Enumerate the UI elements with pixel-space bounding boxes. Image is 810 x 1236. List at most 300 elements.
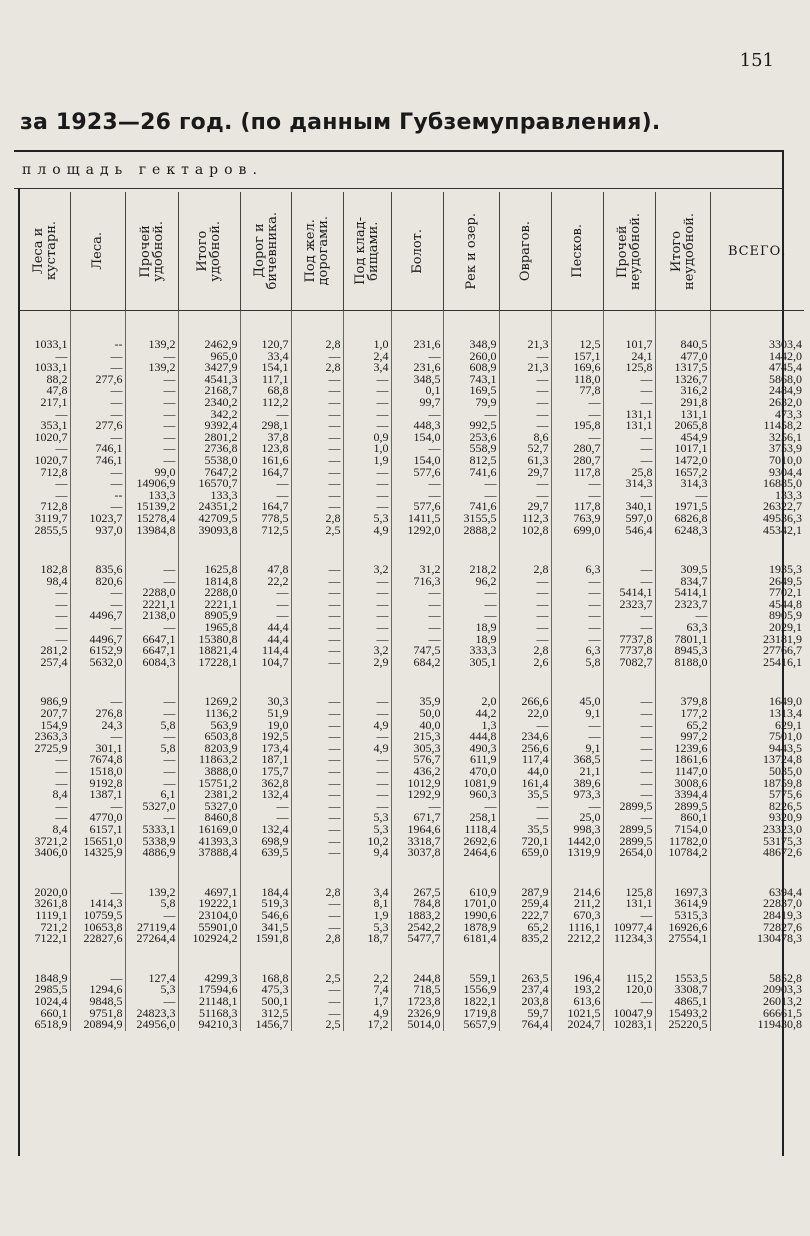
table-cell: 5315,3 (655, 910, 710, 922)
table-cell: 2168,7 (178, 385, 240, 397)
table-cell: 15278,4 (125, 513, 178, 525)
table-cell: — (291, 778, 343, 790)
table-cell: 559,1 (443, 973, 499, 985)
table-cell: 6,3 (551, 564, 603, 576)
table-cell: 1292,0 (391, 525, 443, 537)
table-cell: — (551, 599, 603, 611)
table-cell: 1136,2 (178, 708, 240, 720)
table-cell: — (343, 634, 391, 646)
table-cell: — (291, 984, 343, 996)
table-cell: 9,4 (343, 847, 391, 859)
table-cell: 5632,0 (70, 657, 125, 669)
table-cell: 314,3 (603, 478, 655, 490)
table-cell: — (70, 696, 125, 708)
spacer-cell (655, 668, 710, 696)
table-cell: — (443, 490, 499, 502)
group-spacer (20, 859, 804, 887)
table-cell: — (499, 351, 551, 363)
table-cell: 44,2 (443, 708, 499, 720)
table-cell: 2725,9 (34, 740, 68, 755)
column-header (443, 192, 499, 311)
table-cell: — (603, 576, 655, 588)
table-cell: — (125, 351, 178, 363)
table-cell: — (603, 743, 655, 755)
column-header (178, 192, 240, 311)
table-cell: 112,3 (499, 513, 551, 525)
table-cell: — (125, 397, 178, 409)
table-cell: — (55, 620, 68, 635)
table-cell: — (343, 778, 391, 790)
table-cell: 699,0 (551, 525, 603, 537)
table-cell: — (391, 622, 443, 634)
table-cell: — (499, 812, 551, 824)
column-header-label: Леса и кустарн. (30, 221, 59, 281)
table-cell: 764,4 (499, 1019, 551, 1031)
table-cell: — (499, 478, 551, 490)
table-cell: 11782,0 (655, 836, 710, 848)
table-cell: 99,0 (125, 467, 178, 479)
table-cell: 6518,9 (34, 1017, 68, 1032)
table-cell: 29,7 (499, 501, 551, 513)
spacer-cell (178, 311, 240, 340)
column-header-label: Оврагов. (517, 220, 533, 282)
table-cell: 1116,1 (551, 922, 603, 934)
table-cell: 130478,3 (710, 933, 804, 945)
table-cell: 33,4 (240, 351, 291, 363)
table-cell: 207,7 (40, 706, 68, 721)
table-cell: 132,4 (240, 789, 291, 801)
table-cell: 1723,8 (391, 996, 443, 1008)
table-cell: 203,8 (499, 996, 551, 1008)
spacer-cell (240, 536, 291, 564)
table-cell: 256,6 (499, 743, 551, 755)
table-cell: 23104,0 (178, 910, 240, 922)
table-cell: — (240, 490, 291, 502)
table-cell: 720,1 (499, 836, 551, 848)
table-cell: 218,2 (443, 564, 499, 576)
table-cell: 260,0 (443, 351, 499, 363)
table-cell: 1024,4 (34, 993, 68, 1008)
table-cell: 2855,5 (34, 522, 68, 537)
table-cell: 15751,2 (178, 778, 240, 790)
table-cell: 5338,9 (125, 836, 178, 848)
table-cell: — (240, 599, 291, 611)
table-cell: — (443, 599, 499, 611)
table-cell: — (343, 478, 391, 490)
spacer-cell (443, 945, 499, 973)
table-cell: 231,6 (391, 362, 443, 374)
spacer-cell (710, 945, 804, 973)
table-cell: 5538,0 (178, 455, 240, 467)
spacer-cell (291, 859, 343, 887)
table-cell: — (603, 696, 655, 708)
table-cell: 4,9 (343, 720, 391, 732)
table-cell: 9848,5 (70, 996, 125, 1008)
table-cell: 5,8 (551, 657, 603, 669)
spacer-cell (551, 668, 603, 696)
table-cell: — (125, 409, 178, 421)
table-cell: 3,2 (343, 645, 391, 657)
table-cell: — (291, 443, 343, 455)
table-cell: 7737,8 (603, 634, 655, 646)
table-cell: 2381,2 (178, 789, 240, 801)
table-cell: — (125, 778, 178, 790)
table-cell: 173,4 (240, 743, 291, 755)
table-cell: 118,0 (551, 374, 603, 386)
table-cell: — (70, 973, 125, 985)
table-cell: 18,9 (443, 622, 499, 634)
column-header-label: Болот. (409, 228, 425, 274)
spacer-cell (125, 536, 178, 564)
table-cell: 1269,2 (178, 696, 240, 708)
table-cell: 23323,0 (710, 824, 804, 836)
table-cell: 217,1 (40, 394, 68, 409)
table-cell: — (499, 587, 551, 599)
table-cell: 102924,2 (178, 933, 240, 945)
table-cell: — (125, 443, 178, 455)
table-cell: 1021,5 (551, 1008, 603, 1020)
table-cell: 353,1 (40, 418, 68, 433)
table-cell: 5,8 (125, 898, 178, 910)
table-cell: 670,3 (551, 910, 603, 922)
table-cell: 7122,1 (34, 931, 68, 946)
table-cell: 558,9 (443, 443, 499, 455)
table-cell: 237,4 (499, 984, 551, 996)
table-cell: 215,3 (391, 731, 443, 743)
table-cell: 31,2 (391, 564, 443, 576)
spacer-cell (125, 945, 178, 973)
table-cell: — (391, 610, 443, 622)
table-cell: — (391, 801, 443, 813)
table-cell: 8,4 (52, 787, 68, 802)
table-cell: 4541,3 (178, 374, 240, 386)
table-cell: — (125, 731, 178, 743)
table-cell: 389,6 (551, 778, 603, 790)
table-cell: 6647,1 (125, 634, 178, 646)
table-cell: 280,7 (551, 455, 603, 467)
table-cell: 546,6 (240, 910, 291, 922)
table-cell: — (443, 587, 499, 599)
table-cell: 1147,0 (655, 766, 710, 778)
table-cell: — (55, 406, 68, 421)
table-cell: 8905,9 (178, 610, 240, 622)
table-cell: — (70, 801, 125, 813)
table-cell: 7010,0 (710, 455, 804, 467)
table-cell: 763,9 (551, 513, 603, 525)
table-cell: 8945,3 (655, 645, 710, 657)
spacer-cell (391, 859, 443, 887)
table-cell: — (70, 362, 125, 374)
table-cell: 3614,9 (655, 898, 710, 910)
table-cell: 52,7 (499, 443, 551, 455)
table-cell: — (291, 731, 343, 743)
table-cell: — (443, 478, 499, 490)
spacer-cell (291, 668, 343, 696)
table-cell: 104,7 (240, 657, 291, 669)
table-cell: 1878,9 (443, 922, 499, 934)
table-cell: 1020,7 (34, 452, 68, 467)
table-cell: 4,9 (343, 743, 391, 755)
table-cell: 6248,3 (655, 525, 710, 537)
spacer-cell (343, 945, 391, 973)
table-cell: 6157,1 (70, 824, 125, 836)
table-cell: 2065,8 (655, 420, 710, 432)
table-cell: 2632,0 (710, 397, 804, 409)
table-cell: -- (70, 490, 125, 502)
table-cell: 131,1 (603, 898, 655, 910)
table-cell: 2288,0 (125, 587, 178, 599)
table-cell: -- (70, 339, 125, 351)
table-cell: 3008,6 (655, 778, 710, 790)
column-header-label: ВСЕГО. (728, 243, 787, 259)
table-cell: 49536,3 (710, 513, 804, 525)
table-cell: 2,5 (291, 973, 343, 985)
table-cell: 1319,9 (551, 847, 603, 859)
table-cell: — (343, 576, 391, 588)
table-cell: 1,7 (343, 996, 391, 1008)
table-cell: 9320,9 (710, 812, 804, 824)
table-cell: 281,2 (40, 643, 68, 658)
table-cell: 133,3 (178, 490, 240, 502)
table-cell: 53175,3 (710, 836, 804, 848)
table-cell: 88,2 (46, 371, 68, 386)
column-header-label: Под клад- бищами. (353, 217, 381, 285)
table-cell: 684,2 (391, 657, 443, 669)
table-cell: — (551, 801, 603, 813)
table-cell: — (125, 374, 178, 386)
table-row (20, 1019, 804, 1031)
table-cell: — (55, 775, 68, 790)
table-cell: — (70, 397, 125, 409)
table-cell: 1119,1 (35, 907, 68, 922)
table-cell: 22,0 (499, 708, 551, 720)
table-cell: 2888,2 (443, 525, 499, 537)
table-cell: — (343, 696, 391, 708)
table-cell: 98,4 (46, 573, 68, 588)
table-cell: 3721,2 (34, 833, 68, 848)
table-cell: 362,8 (240, 778, 291, 790)
table-cell: — (70, 731, 125, 743)
table-cell: 712,5 (240, 525, 291, 537)
table-cell: — (603, 789, 655, 801)
table-cell: 1023,7 (70, 513, 125, 525)
table-cell: — (391, 587, 443, 599)
table-cell: — (70, 587, 125, 599)
table-cell: 1326,7 (655, 374, 710, 386)
table-cell: — (70, 385, 125, 397)
table-cell: 348,9 (443, 339, 499, 351)
table-cell: 1456,7 (240, 1019, 291, 1031)
spacer-cell (603, 859, 655, 887)
table-cell: 214,6 (551, 887, 603, 899)
table-cell: — (240, 812, 291, 824)
table-cell: 1017,1 (655, 443, 710, 455)
spacer-cell (240, 859, 291, 887)
table-cell: 9751,8 (70, 1008, 125, 1020)
table-cell: 125,8 (603, 362, 655, 374)
table-cell: — (55, 608, 68, 623)
table-cell: 77,8 (551, 385, 603, 397)
table-cell: — (603, 564, 655, 576)
table-cell: 2029,1 (710, 622, 804, 634)
table-cell: 610,9 (443, 887, 499, 899)
table-cell: — (291, 801, 343, 813)
table-cell: 835,6 (70, 564, 125, 576)
spacer-cell (499, 668, 551, 696)
table-cell: 13724,8 (710, 754, 804, 766)
table-cell: 3406,0 (34, 845, 68, 860)
table-cell: — (291, 634, 343, 646)
top-rule (14, 150, 782, 152)
spacer-cell (178, 668, 240, 696)
table-cell: 7801,1 (655, 634, 710, 646)
table-cell: 12,5 (551, 339, 603, 351)
table-cell: — (291, 657, 343, 669)
table-cell: 998,3 (551, 824, 603, 836)
table-cell: 1472,0 (655, 455, 710, 467)
table-cell: 10653,8 (70, 922, 125, 934)
column-header (655, 192, 710, 311)
table-cell: 8226,5 (710, 801, 804, 813)
table-cell: 3155,5 (443, 513, 499, 525)
table-cell: — (125, 622, 178, 634)
table-cell: 741,6 (443, 501, 499, 513)
table-cell: — (291, 836, 343, 848)
table-cell: 8203,9 (178, 743, 240, 755)
table-cell: — (291, 824, 343, 836)
table-cell: 9304,4 (710, 467, 804, 479)
table-cell: 7082,7 (603, 657, 655, 669)
table-cell: — (499, 374, 551, 386)
table-cell: 5414,1 (603, 587, 655, 599)
table-cell: — (499, 385, 551, 397)
table-cell: 834,7 (655, 576, 710, 588)
table-cell: 23181,9 (710, 634, 804, 646)
table-cell: 1971,5 (655, 501, 710, 513)
table-cell: — (391, 443, 443, 455)
table-cell: 161,4 (499, 778, 551, 790)
table-cell: 4770,0 (70, 812, 125, 824)
table-cell: 1553,5 (655, 973, 710, 985)
table-cell: 1625,8 (178, 564, 240, 576)
table-cell: — (125, 708, 178, 720)
table-cell: 340,1 (603, 501, 655, 513)
table-cell: 3303,4 (710, 339, 804, 351)
table-cell: 10,2 (343, 836, 391, 848)
table-cell: — (603, 443, 655, 455)
table-cell: — (603, 778, 655, 790)
group-spacer (20, 668, 804, 696)
table-cell: 2899,5 (655, 801, 710, 813)
table-cell: — (603, 720, 655, 732)
table-cell: 41393,3 (178, 836, 240, 848)
table-cell: 114,4 (240, 645, 291, 657)
table-cell: 14906,9 (125, 478, 178, 490)
spacer-cell (20, 945, 70, 973)
table-cell: 477,0 (655, 351, 710, 363)
table-cell: 2,8 (291, 933, 343, 945)
table-cell: 177,2 (655, 708, 710, 720)
table-cell: — (603, 622, 655, 634)
table-cell: — (603, 455, 655, 467)
table-cell: 2464,6 (443, 847, 499, 859)
table-cell: 5327,0 (125, 801, 178, 813)
table-cell: 3888,0 (178, 766, 240, 778)
table-cell: — (55, 585, 68, 600)
table-cell: 20894,9 (70, 1019, 125, 1031)
table-cell: 5775,6 (710, 789, 804, 801)
table-cell: — (55, 798, 68, 813)
table-cell: 2221,1 (178, 599, 240, 611)
table-cell: 2326,9 (391, 1008, 443, 1020)
table-cell: 125,8 (603, 887, 655, 899)
spacer-cell (343, 536, 391, 564)
table-cell: 6394,4 (710, 887, 804, 899)
table-cell: 2649,5 (710, 576, 804, 588)
spacer-cell (291, 945, 343, 973)
table-cell: — (291, 812, 343, 824)
table-cell: — (343, 467, 391, 479)
table-cell: 168,8 (240, 973, 291, 985)
table-cell: 639,5 (240, 847, 291, 859)
table-cell: 5657,9 (443, 1019, 499, 1031)
table-cell: — (343, 490, 391, 502)
table-cell: 473,3 (710, 409, 804, 421)
table-cell: 741,6 (443, 467, 499, 479)
table-cell: — (291, 397, 343, 409)
table-cell: — (291, 587, 343, 599)
table-cell: 5,3 (343, 824, 391, 836)
spacer-cell (655, 859, 710, 887)
table-cell: — (499, 397, 551, 409)
table-cell: — (603, 812, 655, 824)
table-cell: — (70, 467, 125, 479)
table-cell: 35,9 (391, 696, 443, 708)
table-cell: 1292,9 (391, 789, 443, 801)
table-cell: 164,7 (240, 467, 291, 479)
table-cell: 1657,2 (655, 467, 710, 479)
page-number: 151 (739, 50, 774, 71)
table-cell: — (291, 754, 343, 766)
table-cell: 5852,8 (710, 973, 804, 985)
table-cell: — (291, 743, 343, 755)
table-cell: 2,8 (291, 362, 343, 374)
table-cell: 51168,3 (178, 1008, 240, 1020)
table-cell: 333,3 (443, 645, 499, 657)
column-header (70, 192, 125, 311)
table-cell: 27264,4 (125, 933, 178, 945)
table-cell: 9443,5 (710, 743, 804, 755)
table-cell: 253,6 (443, 432, 499, 444)
table-cell: 47,8 (46, 383, 68, 398)
table-cell: 659,0 (499, 847, 551, 859)
table-cell: 154,0 (391, 455, 443, 467)
table-cell: 4697,1 (178, 887, 240, 899)
table-cell: — (343, 501, 391, 513)
table-cell: — (391, 634, 443, 646)
table-cell: — (603, 432, 655, 444)
table-cell: 40,0 (391, 720, 443, 732)
spacer-cell (603, 536, 655, 564)
table-cell: 1848,9 (34, 970, 68, 985)
table-body (20, 311, 804, 1031)
table-cell: 301,1 (70, 743, 125, 755)
table-cell: 133,3 (125, 490, 178, 502)
table-cell: 2899,5 (603, 801, 655, 813)
table-cell: 8,1 (343, 898, 391, 910)
table-cell: 341,5 (240, 922, 291, 934)
table-cell: — (343, 731, 391, 743)
